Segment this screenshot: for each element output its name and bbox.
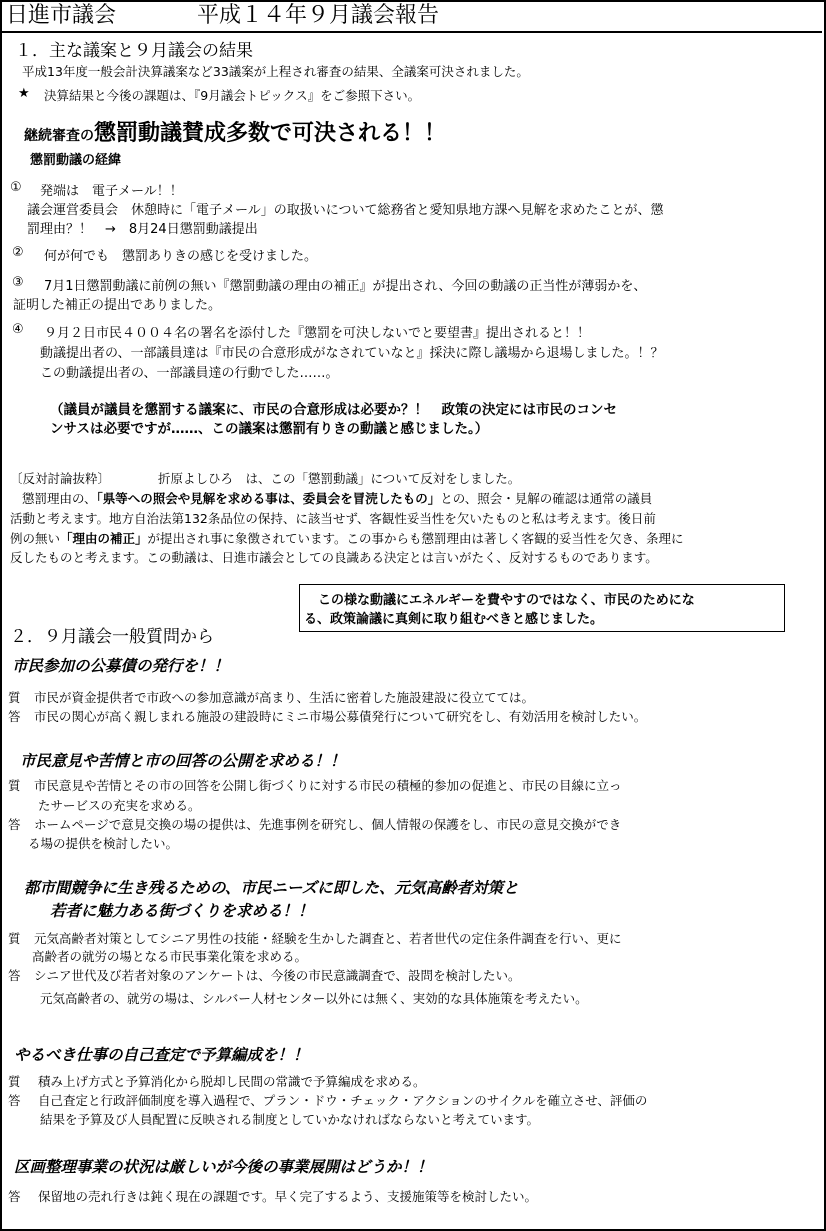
question-text: たサービスの充実を求める。 xyxy=(38,798,201,813)
answer-text: 保留地の売れ行きは鈍く現在の課題です。早く完了するよう、支援施策等を検討したい。 xyxy=(38,1189,538,1204)
question-text: 市民が資金提供者で市政への参加意識が高まり、生活に密着した施設建設に役立てては。 xyxy=(34,690,535,705)
page-header xyxy=(0,0,822,33)
debate-line: 例の無い「理由の補正」が提出され事に象徴されています。この事からも懲罰理由は著しく客観的妥当性を欠き、条理に xyxy=(10,531,684,546)
question-text: 市民意見や苦情とその市の回答を公開し街づくりに対する市民の積極的参加の促進と、市民の目線に立っ xyxy=(34,778,622,793)
answer-text: 自己査定と行政評価制度を導入過程で、プラン・ドウ・チェック・アクションのサイクルを確立させ、評価の xyxy=(38,1093,648,1108)
question-mark: 質 xyxy=(8,778,21,793)
question-text: 元気高齢者対策としてシニア男性の技能・経験を生かした調査と、若者世代の定住条件調査を行い、更に xyxy=(34,931,622,946)
section2-heading: ２．９月議会一般質問から xyxy=(10,627,214,647)
motion-comment-line: ンサスは必要ですが……、この議案は懲罰有りきの動議と感じました。） xyxy=(50,421,489,437)
motion-comment-line: （議員が議員を懲罰する議案に、市民の合意形成は必要か？！ 政策の決定には市民のコンセ xyxy=(50,402,617,418)
item-line: 議会運営委員会 休憩時に「電子メール」の取扱いについて総務省と愛知県地方課へ見解を求めたことが、懲 xyxy=(27,203,664,218)
opinion-box-line: る、政策論議に真剣に取り組むべきと感じました。 xyxy=(304,612,604,627)
header-title: 日進市議会 xyxy=(6,3,117,28)
item-number: ① xyxy=(10,180,22,195)
answer-text: 市民の関心が高く親しまれる施設の建設時にミニ市場公募債発行について研究をし、有効活用を検討したい。 xyxy=(34,709,647,724)
answer-mark: 答 xyxy=(8,709,21,724)
item-number: ④ xyxy=(12,322,24,337)
question-mark: 質 xyxy=(8,690,21,705)
section1-heading: １．主な議案と９月議会の結果 xyxy=(15,41,253,61)
answer-mark: 答 xyxy=(8,817,21,832)
opinion-box xyxy=(299,584,785,632)
answer-text: ホームページで意見交換の場の提供は、先進事例を研究し、個人情報の保護をし、市民の意見交換ができ xyxy=(34,817,622,832)
item-number: ③ xyxy=(12,275,24,290)
motion-prefix: 継続審査の xyxy=(24,128,94,144)
debate-label: 〔反対討論抜粋〕 xyxy=(10,471,111,486)
star-icon: ★ xyxy=(18,86,30,101)
topic-title: 市民意見や苦情と市の回答の公開を求める！！ xyxy=(20,752,346,770)
topic-title: 区画整理事業の状況は厳しいが今後の事業展開はどうか！！ xyxy=(14,1158,433,1176)
motion-headline: 懲罰動議賛成多数で可決される！！ xyxy=(94,121,447,146)
debate-line: 懲罰理由の、「県等への照会や見解を求める事は、委員会を冒涜したもの」との、照会・見解の確認は通常の議員 xyxy=(22,491,653,506)
item-line: 証明した補正の提出でありました。 xyxy=(13,298,222,313)
answer-text: 結果を予算及び人員配置に反映される制度としていかなければならないと考えています。 xyxy=(40,1112,540,1127)
debate-line: 反したものと考えます。この動議は、日進市議会としての良識ある決定とは言いがたく、反対するものであります。 xyxy=(10,550,658,565)
question-mark: 質 xyxy=(8,931,21,946)
topic-title-line2: 若者に魅力ある街づくりを求める！！ xyxy=(50,902,314,920)
question-mark: 質 xyxy=(8,1074,21,1089)
question-text: 積み上げ方式と予算消化から脱却し民間の常識で予算編成を求める。 xyxy=(38,1074,426,1089)
item-line: 何が何でも 懲罰ありきの感じを受けました。 xyxy=(44,249,318,264)
answer-text: 元気高齢者の、就労の場は、シルバー人材センター以外には無く、実効的な具体施策を考えたい。 xyxy=(40,991,588,1006)
section1-line2: 決算結果と今後の課題は、『9月議会トピックス』をご参照下さい。 xyxy=(44,88,421,103)
answer-mark: 答 xyxy=(8,968,21,983)
answer-mark: 答 xyxy=(8,1093,21,1108)
debate-intro: 折原よしひろ は、この「懲罰動議」について反対をしました。 xyxy=(158,471,521,486)
question-text: 高齢者の就労の場となる市民事業化策を求める。 xyxy=(32,949,308,964)
item-number: ② xyxy=(12,245,24,260)
topic-title: 都市間競争に生き残るための、市民ニーズに即した、元気高齢者対策と xyxy=(24,879,519,897)
item-line: 発端は 電子メール！！ xyxy=(40,184,183,199)
topic-title: 市民参加の公募債の発行を！！ xyxy=(12,657,230,675)
item-line: 7月1日懲罰動議に前例の無い『懲罰動議の理由の補正』が提出され、今回の動議の正当性が薄弱かを、 xyxy=(44,279,647,294)
debate-line: 活動と考えます。地方自治法第132条品位の保持、に該当せず、客観性妥当性を欠いたものと私は考えます。後日前 xyxy=(10,511,656,526)
answer-mark: 答 xyxy=(8,1189,21,1204)
section1-line1: 平成13年度一般会計決算議案など33議案が上程され審査の結果、全議案可決されました。 xyxy=(22,64,529,79)
item-line: 動議提出者の、一部議員達は『市民の合意形成がなされていなと』採決に際し議場から退場しました。！？ xyxy=(40,346,664,361)
header-subtitle: 平成１４年９月議会報告 xyxy=(197,3,440,28)
item-line: ９月２日市民４００４名の署名を添付した『懲罰を可決しないでと要望書』提出されると！！ xyxy=(44,326,591,341)
item-line: 罰理由？！ → 8月24日懲罰動議提出 xyxy=(27,222,258,237)
answer-text: る場の提供を検討したい。 xyxy=(28,836,179,851)
opinion-box-line: この様な動議にエネルギーを費やすのではなく、市民のためにな xyxy=(318,593,695,608)
answer-text: シニア世代及び若者対象のアンケートは、今後の市民意識調査で、設問を検討したい。 xyxy=(34,968,521,983)
item-line: この動議提出者の、一部議員達の行動でした……。 xyxy=(40,366,339,381)
motion-headline-row xyxy=(24,116,446,148)
motion-sub-heading: 懲罰動議の経緯 xyxy=(30,153,122,168)
topic-title: やるべき仕事の自己査定で予算編成を！！ xyxy=(14,1046,309,1064)
